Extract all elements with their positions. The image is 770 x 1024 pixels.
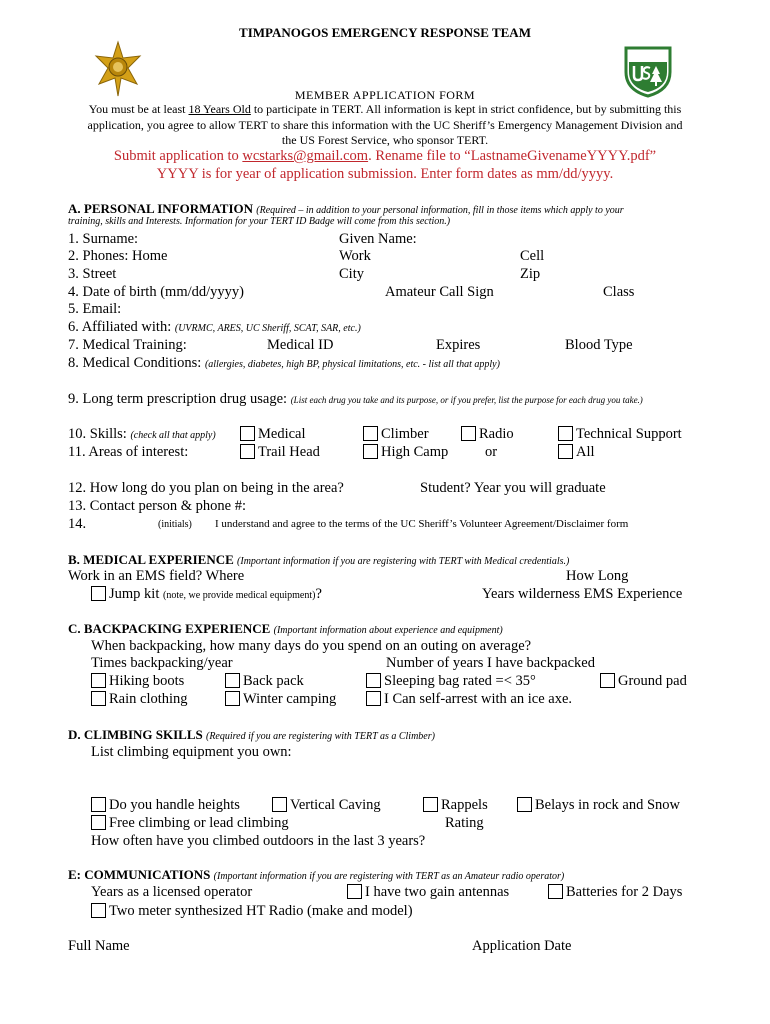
expires-label: Expires — [436, 337, 481, 353]
rain-clothing-checkbox[interactable] — [91, 691, 106, 706]
email-link[interactable]: wcstarks@gmail.com — [242, 148, 369, 164]
section-b-heading: B. MEDICAL EXPERIENCE (Important information if you are registering with TERT with Medical credentials.) — [68, 552, 570, 567]
class-label: Class — [603, 284, 635, 300]
area-or-text: or — [485, 444, 498, 460]
skill-medical-checkbox[interactable] — [240, 426, 255, 441]
sleeping-bag-checkbox[interactable] — [366, 673, 381, 688]
area-trail-option[interactable]: Trail Head — [240, 444, 320, 461]
rain-clothing-option[interactable]: Rain clothing — [91, 691, 188, 708]
full-name-label: Full Name — [68, 938, 130, 954]
vertical-caving-option[interactable]: Vertical Caving — [272, 797, 381, 814]
years-operator-label: Years as a licensed operator — [91, 884, 253, 900]
work-phone-label: Work — [339, 248, 371, 264]
section-d-heading: D. CLIMBING SKILLS (Required if you are registering with TERT as a Climber) — [68, 727, 435, 742]
hiking-boots-option[interactable]: Hiking boots — [91, 673, 184, 690]
heights-option[interactable]: Do you handle heights — [91, 797, 240, 814]
area-all-checkbox[interactable] — [558, 444, 573, 459]
skill-climber-option[interactable]: Climber — [363, 426, 429, 443]
area-trail-checkbox[interactable] — [240, 444, 255, 459]
skill-medical-option[interactable]: Medical — [240, 426, 306, 443]
medical-training-label: 7. Medical Training: — [68, 337, 187, 353]
rating-label: Rating — [445, 815, 484, 831]
section-a-note: training, skills and Interests. Information for your TERT ID Badge will come from this section.) — [68, 216, 451, 227]
winter-camping-option[interactable]: Winter camping — [225, 691, 336, 708]
email-label: 5. Email: — [68, 301, 122, 317]
batteries-checkbox[interactable] — [548, 884, 563, 899]
item14-label: 14. — [68, 516, 87, 532]
back-pack-option[interactable]: Back pack — [225, 673, 304, 690]
cell-phone-label: Cell — [520, 248, 545, 264]
phones-home-label: 2. Phones: Home — [68, 248, 168, 264]
affiliated-label: 6. Affiliated with: (UVRMC, ARES, UC Sheriff, SCAT, SAR, etc.) — [68, 319, 361, 335]
org-title: TIMPANOGOS EMERGENCY RESPONSE TEAM — [239, 25, 531, 40]
self-arrest-option[interactable]: I Can self-arrest with an ice axe. — [366, 691, 572, 708]
back-pack-checkbox[interactable] — [225, 673, 240, 688]
intro-line-1: You must be at least 18 Years Old to participate in TERT. All information is kept in strict confidence, but by submitting this — [88, 102, 682, 116]
skills-label: 10. Skills: (check all that apply) — [68, 426, 216, 442]
sleeping-bag-option[interactable]: Sleeping bag rated =< 35° — [366, 673, 536, 690]
drug-usage-label: 9. Long term prescription drug usage: (List each drug you take and its purpose, or if you prefer, list the purpose for each drug you take.) — [68, 391, 643, 407]
medical-conditions-label: 8. Medical Conditions: (allergies, diabetes, high BP, physical limitations, etc. - list all that apply) — [68, 355, 500, 371]
how-long-label: 12. How long do you plan on being in the area? — [68, 480, 344, 496]
backpacking-days-label: When backpacking, how many days do you spend on an outing on average? — [91, 638, 532, 654]
blood-type-label: Blood Type — [565, 337, 633, 353]
heights-checkbox[interactable] — [91, 797, 106, 812]
gain-antennas-option[interactable]: I have two gain antennas — [347, 884, 509, 901]
contact-label: 13. Contact person & phone #: — [68, 498, 247, 514]
skill-tech-option[interactable]: Technical Support — [558, 426, 682, 443]
areas-label: 11. Areas of interest: — [68, 444, 189, 460]
student-label: Student? Year you will graduate — [420, 480, 606, 496]
skill-tech-checkbox[interactable] — [558, 426, 573, 441]
ems-field-label: Work in an EMS field? Where — [68, 568, 245, 584]
intro-line-3: the US Forest Service, who sponsor TERT. — [281, 133, 489, 147]
submit-instructions: Submit application to wcstarks@gmail.com. Rename file to “LastnameGivenameYYYY.pdf” — [113, 148, 657, 164]
times-backpacking-label: Times backpacking/year — [91, 655, 233, 671]
form-title: MEMBER APPLICATION FORM — [294, 88, 476, 102]
years-backpacked-label: Number of years I have backpacked — [386, 655, 595, 671]
initials-label: (initials) — [158, 519, 192, 530]
skill-radio-option[interactable]: Radio — [461, 426, 514, 443]
free-climbing-option[interactable]: Free climbing or lead climbing — [91, 815, 289, 832]
list-equipment-label: List climbing equipment you own: — [91, 744, 292, 760]
surname-label: 1. Surname: — [68, 231, 139, 247]
rappels-checkbox[interactable] — [423, 797, 438, 812]
given-name-label: Given Name: — [339, 231, 417, 247]
ground-pad-option[interactable]: Ground pad — [600, 673, 687, 690]
call-sign-label: Amateur Call Sign — [385, 284, 494, 300]
belays-checkbox[interactable] — [517, 797, 532, 812]
area-highcamp-option[interactable]: High Camp — [363, 444, 448, 461]
ems-how-long-label: How Long — [566, 568, 629, 584]
hiking-boots-checkbox[interactable] — [91, 673, 106, 688]
dob-label: 4. Date of birth (mm/dd/yyyy) — [68, 284, 244, 300]
section-c-heading: C. BACKPACKING EXPERIENCE (Important information about experience and equipment) — [68, 621, 503, 636]
rappels-option[interactable]: Rappels — [423, 797, 488, 814]
jump-kit-option[interactable]: Jump kit (note, we provide medical equipment)? — [91, 586, 322, 603]
section-e-heading: E: COMMUNICATIONS (Important information if you are registering with TERT as an Amateur radio operator) — [68, 867, 565, 882]
how-often-label: How often have you climbed outdoors in the last 3 years? — [91, 833, 426, 849]
wilderness-ems-label: Years wilderness EMS Experience — [482, 586, 683, 602]
belays-option[interactable]: Belays in rock and Snow — [517, 797, 680, 814]
zip-label: Zip — [520, 266, 541, 282]
skill-climber-checkbox[interactable] — [363, 426, 378, 441]
gain-antennas-checkbox[interactable] — [347, 884, 362, 899]
ht-radio-checkbox[interactable] — [91, 903, 106, 918]
agreement-text: I understand and agree to the terms of the UC Sheriff’s Volunteer Agreement/Disclaimer form — [215, 518, 629, 530]
date-format-note: YYYY is for year of application submission. Enter form dates as mm/dd/yyyy. — [156, 166, 614, 182]
area-all-option[interactable]: All — [558, 444, 595, 461]
section-a-heading: A. PERSONAL INFORMATION (Required – in addition to your personal information, fill in those items which apply to your — [68, 201, 624, 216]
batteries-option[interactable]: Batteries for 2 Days — [548, 884, 682, 901]
ground-pad-checkbox[interactable] — [600, 673, 615, 688]
city-label: City — [339, 266, 364, 282]
skill-radio-checkbox[interactable] — [461, 426, 476, 441]
intro-line-2: application, you agree to allow TERT to share this information with the UC Sheriff’s Emergency Management Division and — [87, 118, 683, 132]
street-label: 3. Street — [68, 266, 117, 282]
free-climbing-checkbox[interactable] — [91, 815, 106, 830]
area-highcamp-checkbox[interactable] — [363, 444, 378, 459]
application-date-label: Application Date — [472, 938, 572, 954]
self-arrest-checkbox[interactable] — [366, 691, 381, 706]
vertical-caving-checkbox[interactable] — [272, 797, 287, 812]
ht-radio-option[interactable]: Two meter synthesized HT Radio (make and model) — [91, 903, 413, 920]
medical-id-label: Medical ID — [267, 337, 334, 353]
winter-camping-checkbox[interactable] — [225, 691, 240, 706]
jump-kit-checkbox[interactable] — [91, 586, 106, 601]
